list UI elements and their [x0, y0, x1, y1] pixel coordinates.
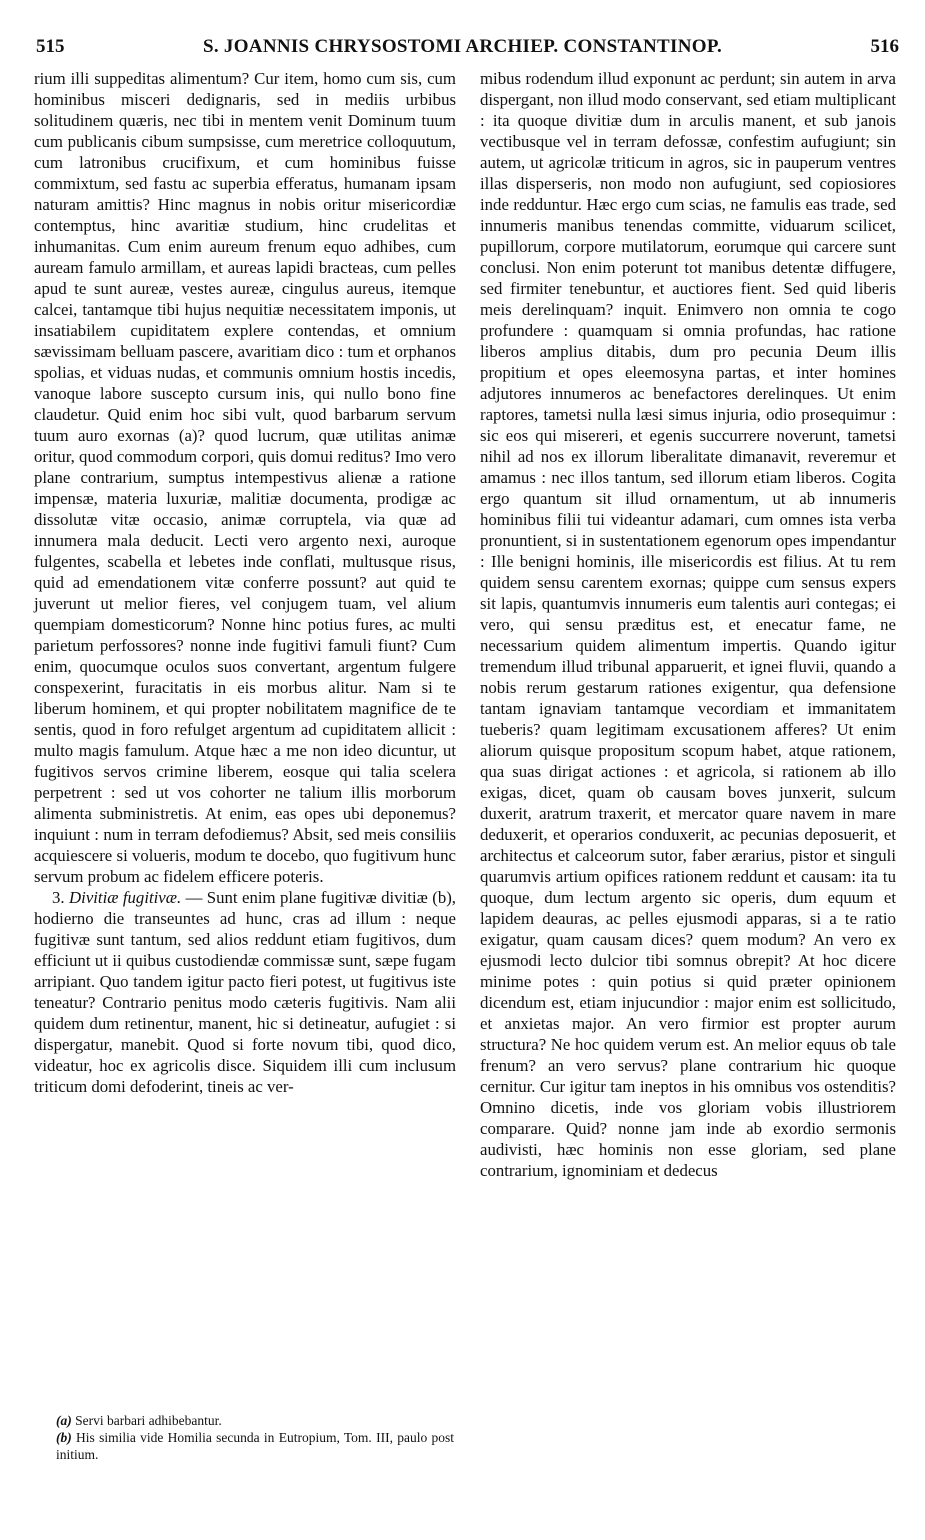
footnotes — [56, 1412, 454, 1463]
footnote-a — [56, 1412, 454, 1429]
right-column — [480, 68, 896, 1181]
right-paragraph-1: mibus rodendum illud exponunt ac perdunt; sin autem in arva dispergant, non illud modo conservant, sed etiam multiplicant : ita quoque divitiæ dum in arculis manent, et sub janois vectibusque vel in terram defossæ, confestim aufugiunt; sin autem, ut agricolæ triticum in agros, sic in pauperum ventres illas disperseris, non modo non aufugiunt, sed copiosiores inde redduntur. Hæc ergo cum scias, ne famulis eas trade, sed innumeris manibus tenendas committe, viduarum scilicet, pupillorum, corpore mutilatorum, eorumque qui carcere sunt conclusi. Non enim poterunt tot manibus detentæ diffugere, sed firmiter tenebuntur, et auctiores fient. Sed quid liberis meis derelinquam? inquit. Enimvero non omnia te cogo profundere : quamquam si omnia profundas, hac ratione liberos amplius ditabis, dum pro pecunia Deum illis propitium et opes eleemosyna partas, et inter homines adjutores innumeros ac benefactores derelinques. Ut enim raptores, tametsi nulla læsi simus injuria, odio prosequimur : sic eos qui misereri, et egenis succurrere noverunt, tametsi nihil ad nos ex illorum liberalitate dimanavit, reveremur et amamus : nec illos tantum, sed illorum etiam liberos. Cogita ergo quantum sit illud ornamentum, ut ab innumeris hominibus filii tui videantur adamari, cum omnes ista verba pronuntient, si in sustentationem egenorum opes impendantur : Ille benigni hominis, ille misericordis est filius. At tu rem quidem sensu carentem exornas; quippe cum sensus expers sit lapis, quantumvis innumeris eum talentis auri contegas; ei vero, qui sensu præditus est, et enecatur fame, ne necessarium quidem alimentum impertis. Quando igitur tremendum illud tribunal apparuerit, et ignei fluvii, quando a nobis rerum gestarum rationes exigentur, qua defensione tantam ignaviam tantamque vecordiam et immanitatem tueberis? quam legitimam excusationem afferes? Ut enim aliorum quisque propositum scopum habet, atque rationem, qua suas dirigat actiones : et agricola, si rationem ab illo exigas, dicet, quam ob causam boves junxerit, sulcum duxerit, aratrum traxerit, et mercator quare navem in mare deduxerit, et operarios conduxerit, ac pecunias deposuerit, et architectus et calceorum sutor, faber ærarius, pistor et singuli quarumvis artium opifices rationem reddunt et causam: ita tu quoque, dum lectum argento sic operis, dum equum et lapidem deauras, ac pelles ejusmodi apparas, si a te ratio exigatur, quam causam dices? quem modum? An vero ex ejusmodi lecto dulcior tibi somnus obrepit? At hoc dicere minime potes : quin potius si quid præter opinionem dicendum est, etiam injucundior : major enim est sollicitudo, et anxietas major. An vero firmior est propter aurum structura? Ne hoc quidem verum est. An melior equus ob tale frenum? an vero servus? plane contrarium hic quoque cernitur. Cur igitur tam ineptos in his omnibus vos ostenditis? Omnino dicetis, inde vos gloriam vobis illustriorem comparare. Quid? nonne jam inde ab exordio sermonis audivisti, hæc hominis non esse gloriam, sed plane contrarium, ignominiam et dedecus — [480, 69, 896, 1180]
left-paragraph-1: rium illi suppeditas alimentum? Cur item, homo cum sis, cum hominibus misceri dedignaris, sed in mediis urbibus solitudinem quæris, nec tibi in mentem venit Dominum tuum cum publicanis cibum sumpsisse, cum meretrice colloquutum, cum latronibus crucifixum, et cum hominibus fuisse commixtum, sed fastu ac superbia efferatus, humanam ipsam naturam amittis? Hinc magnus in nobis oritur misericordiæ contemptus, hinc avaritiæ studium, hinc crudelitas et inhumanitas. Cum enim aureum frenum equo adhibes, cum auream famulo armillam, et aureas lapidi bracteas, cum pelles apud te sunt aureæ, vestes aureæ, cingulus aureus, itemque calcei, tantamque tibi hujus nequitiæ necessitatem imponis, ut insatiabilem cupiditatem explere contendas, et omnium sævissimam belluam pascere, avaritiam dico : tum et orphanos spolias, et viduas nudas, et communis omnium hostis incedis, vanoque labore suscepto cursum inis, qui nullo bono fine claudetur. Quid enim hoc sibi vult, quod barbarum servum tuum auro exornas (a)? quod lucrum, quæ utilitas animæ oritur, quod commodum corpori, quis domui reditus? Imo vero plane contrarium, sumptus intempestivus alienæ a ratione impensæ, materia luxuriæ, malitiæ documenta, prodigæ ac dissolutæ vitæ occasio, animæ corruptela, via quæ ad innumera mala deducit. Lecti vero argento nexi, auroque fulgentes, scabella et lebetes inde conflati, multusque risus, quid ad emendationem vitæ conferre possunt? aut quid te juverunt ut melior fieres, vel conjugem tuam, vel alium quempiam domesticorum? Nonne hinc potius fures, ac multi parietum perfossores? nonne inde fugitivi famuli fiunt? Cum enim, quocumque oculos suos convertant, argentum fulgere conspexerint, furacitatis in eis morbus alitur. Nam si te liberum hominem, et qui propter nobilitatem magnifice de te sentis, quod in foro refulget argentum ad cupiditatem allicit : multo magis famulum. Atque hæc a me non ideo dicuntur, ut fugitivos servos crimine liberem, eosque qui talia scelera perpetrent : sed ut vos cohorter ne talium illis morborum alimenta subministretis. At enim, eas opes ubi deponemus? inquiunt : num in terram defodiemus? Absit, sed meis consiliis acquiescere si volueris, modum te docebo, quo fugitivum hunc servum probum ac fidelem efficere poteris. — [34, 69, 456, 886]
running-title: S. JOANNIS CHRYSOSTOMI ARCHIEP. CONSTANTINOP. — [202, 36, 723, 57]
page-number-left: 515 — [36, 36, 65, 57]
page-number-right: 516 — [870, 36, 899, 57]
left-paragraph-2 — [34, 887, 456, 1097]
section-number: 3. — [52, 888, 65, 907]
section-title: Divitiæ fugitivæ. — [69, 888, 182, 907]
page-header — [0, 0, 925, 68]
footnote-a-mark: (a) — [56, 1413, 72, 1428]
footnote-a-text: Servi barbari adhibebantur. — [75, 1413, 222, 1428]
left-column — [34, 68, 456, 1097]
footnote-b — [56, 1429, 454, 1463]
footnote-b-text: His similia vide Homilia secunda in Eutropium, Tom. III, paulo post initium. — [56, 1430, 455, 1462]
section-text: — Sunt enim plane fugitivæ divitiæ (b), hodierno die transeuntes ad hunc, cras ad illum : neque fugitivæ sunt tantum, sed alios reddunt etiam fugitivos, dum efficiunt ut ii quibus custodiendæ commissæ sunt, sæpe fugam arripiant. Quo tandem igitur pacto fieri potest, ut fugitivus iste teneatur? Contrario penitus modo cæteris fugitivis. Nam alii quidem dum retinentur, manent, hic si detineatur, aufugiet : si dispergatur, manebit. Quod si forte novum tibi, quod dico, videatur, hoc ex agricolis disce. Siquidem illi cum inclusum triticum domi defoderint, tineis ac ver- — [34, 888, 456, 1096]
footnote-b-mark: (b) — [56, 1430, 72, 1445]
